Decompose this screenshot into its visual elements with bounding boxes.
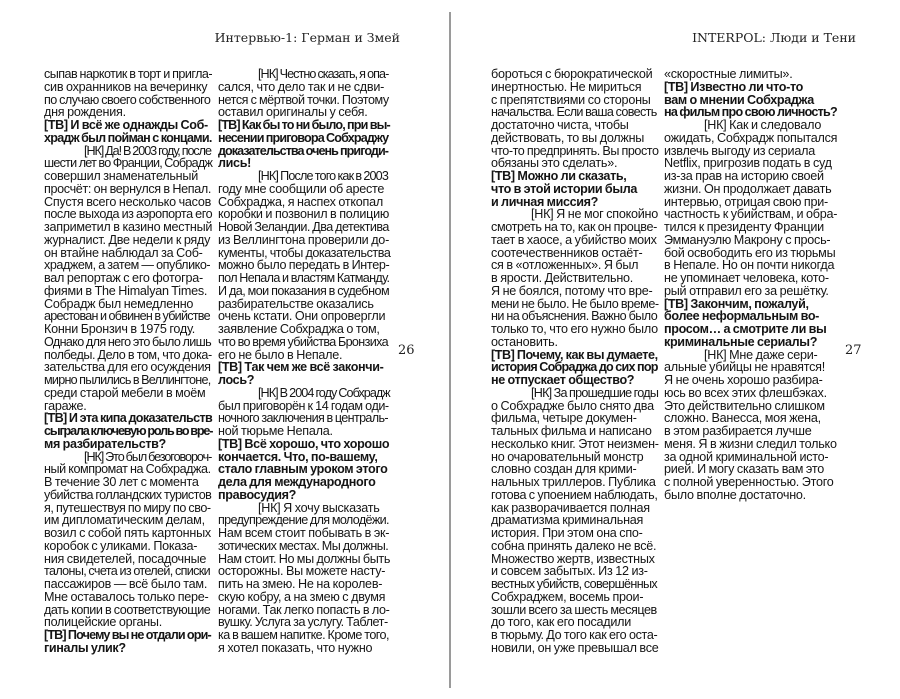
text-line: ногами. Так легко попасть в ло-: [218, 602, 390, 617]
interviewer-question-line: кончается. Что, по-вашему,: [218, 449, 378, 464]
interviewer-question-line: история Собраджа до сих пор: [491, 360, 658, 375]
text-line: действовать, то вы должны: [491, 130, 645, 145]
text-line: храджем, а затем — опублико-: [44, 258, 211, 273]
text-line: [НК] Я не мог спокойно: [531, 207, 659, 222]
interviewer-question-line: мя разбирательств?: [44, 436, 166, 451]
page-number: 27: [845, 343, 862, 358]
text-line: был приговорён к 14 годам оди-: [218, 398, 389, 413]
text-line: сив охранников на вечеринку: [44, 79, 208, 94]
interviewer-question-line: более неформальным во-: [664, 309, 820, 324]
text-line: по случаю своего собственного: [44, 92, 211, 107]
left-page: [0, 0, 449, 699]
text-line: ной тюрьме Непала.: [218, 424, 333, 438]
text-line: Конни Бронзич в 1975 году.: [44, 322, 196, 336]
text-line: что во время убийства Бронзиха: [218, 334, 388, 349]
text-line: рией. И могу сказать вам это: [664, 462, 824, 477]
text-line: драматизма криминальная: [491, 513, 644, 528]
text-line: талоны, счета из отелей, списки: [44, 564, 211, 579]
text-line: дня рождения.: [44, 105, 126, 120]
text-line: мени не было. Не было време-: [491, 296, 659, 311]
interviewer-question-line: не отпускает общество?: [491, 373, 635, 387]
text-line: с препятствиями со стороны: [491, 92, 651, 107]
text-line: зательства для его осуждения: [44, 360, 211, 375]
text-line: разбирательстве оказались: [218, 296, 374, 311]
interviewer-question-line: криминальные сериалы?: [664, 334, 818, 349]
text-line: что-то предпринять. Вы просто: [491, 143, 659, 158]
text-line: и совсем забытых. Из 12 из-: [491, 564, 648, 579]
text-line: И да, мои показания в судебном: [218, 283, 390, 298]
interviewer-question-line: [ТВ] Как бы то ни было, при вы-: [218, 118, 390, 132]
text-line: он втайне наблюдал за Соб-: [44, 245, 203, 260]
text-line: ся в «отложенных». Я был: [491, 258, 639, 273]
text-line: жизни. Он продолжает давать: [664, 181, 832, 196]
text-line: среди старой мебели в моём: [44, 385, 206, 400]
text-line: дать копии в соответствующие: [44, 602, 211, 617]
text-line: ка в вашем напитке. Кроме того,: [218, 628, 389, 642]
text-line: нется с мёртвой точки. Поэтому: [218, 92, 389, 107]
text-line: шести лет во Франции, Собрадж: [44, 156, 213, 171]
text-line: [НК] Как и следовало: [704, 118, 822, 132]
text-line: году мне сообщили об аресте: [218, 181, 385, 196]
text-line: инертностью. Не мириться: [491, 79, 642, 94]
text-line: Нам всем стоит побывать в эк-: [218, 526, 390, 540]
text-line: вал репортаж с его фотогра-: [44, 271, 203, 285]
text-line: [НК] Это был безоговороч-: [84, 449, 212, 464]
text-line: полицейские органы.: [44, 615, 162, 630]
text-line: меня. Я в жизни следил только: [664, 436, 837, 451]
text-column-2: [218, 68, 390, 655]
text-line: не упоминает человека, кото-: [664, 271, 829, 285]
text-line: Новой Зеландии. Два детектива: [218, 220, 389, 234]
text-line: ночного заключения в централь-: [218, 411, 388, 426]
text-line: как разворачивается полная: [491, 500, 650, 515]
text-line: интервью, отрицая свою при-: [664, 194, 828, 209]
text-line: коробок с уликами. Показа-: [44, 538, 198, 553]
text-line: новили, он уже превышал все: [491, 640, 659, 655]
text-line: частность к убийствам, и обра-: [664, 207, 838, 222]
text-line: после выхода из аэропорта его: [44, 207, 213, 222]
text-line: предупреждение для молодёжи.: [218, 513, 389, 528]
text-line: вестных убийств, совершённых: [491, 577, 658, 591]
text-line: кументы, чтобы доказательства: [218, 245, 391, 260]
text-line: Собхраджа, я наспех откопал: [218, 194, 383, 209]
text-line: Нам стоит. Но мы должны быть: [218, 551, 391, 566]
interviewer-question-line: просом… а смотрите ли вы: [664, 322, 827, 336]
text-line: пить на змею. Не на королев-: [218, 577, 383, 591]
interviewer-question-line: гиналы улик?: [44, 640, 126, 655]
text-line: сыпав наркотик в торт и пригла-: [44, 67, 213, 81]
text-line: очень кстати. Они опровергли: [218, 309, 386, 324]
text-line: Собхраджем, восемь прои-: [491, 589, 644, 604]
text-line: Это действительно слишком: [664, 398, 825, 413]
interviewer-question-line: [ТВ] Так чем же всё закончи-: [218, 360, 384, 375]
text-line: я хотел показать, что нужно: [218, 640, 373, 655]
text-line: готова с упоением наблюдать,: [491, 487, 658, 502]
interviewer-question-line: [ТВ] Всё хорошо, что хорошо: [218, 436, 390, 451]
text-line: обязаны это сделать».: [491, 156, 618, 171]
text-line: журналист. Две недели к ряду: [44, 232, 211, 247]
text-line: в этом разбирается лучше: [664, 424, 812, 438]
interviewer-question-line: вам о мнении Собхраджа: [664, 92, 814, 107]
text-line: Спустя всего несколько часов: [44, 194, 212, 209]
text-line: с полной уверенностью. Этого: [664, 475, 834, 489]
text-line: гараже.: [44, 398, 87, 413]
running-head: INTERPOL: Люди и Тени: [692, 30, 856, 45]
text-line: [НК] Я хочу высказать: [258, 500, 380, 515]
interviewer-question-line: [ТВ] И всё же однажды Соб-: [44, 118, 208, 132]
text-line: Эммануэлю Макрону с прось-: [664, 232, 831, 247]
text-line: можно было передать в Интер-: [218, 258, 390, 273]
text-line: сложно. Ванесса, моя жена,: [664, 411, 821, 426]
interviewer-question-line: [ТВ] Можно ли сказать,: [491, 169, 627, 183]
text-line: полбеды. Дело в том, что дока-: [44, 347, 212, 362]
text-line: Собрадж был немедленно: [44, 296, 194, 311]
text-column-2: [664, 68, 838, 502]
text-line: коробки и позвонил в полицию: [218, 207, 390, 222]
text-line: юсь во всех этих флешбэках.: [664, 385, 827, 400]
text-line: Я не очень хорошо разбира-: [664, 373, 823, 387]
text-line: Множество жертв, известных: [491, 551, 655, 566]
text-line: мирно пылились в Веллингтоне,: [44, 373, 211, 387]
page-number: 26: [398, 343, 415, 358]
text-line: нальных триллеров. Публика: [491, 475, 656, 489]
text-line: бой освободить его из тюрьмы: [664, 245, 836, 260]
text-line: соотечественников остаёт-: [491, 245, 643, 260]
text-line: сался, что дело так и не сдви-: [218, 79, 385, 94]
text-line: пассажиров — всё было там.: [44, 577, 208, 591]
interviewer-question-line: что в этой истории была: [491, 181, 638, 196]
text-line: фильма, четыре докумен-: [491, 411, 637, 426]
text-line: история. При этом она спо-: [491, 526, 643, 540]
text-line: собна принять далеко не всё.: [491, 538, 657, 553]
text-line: убийства голландских туристов: [44, 487, 212, 502]
text-line: было вполне достаточно.: [664, 487, 806, 502]
interviewer-question-line: [ТВ] Почему вы не отдали ори-: [44, 628, 211, 642]
interviewer-question-line: несении приговора Собхраджу: [218, 130, 389, 145]
text-line: [НК] После того как в 2003: [258, 169, 388, 183]
text-line: начальства. Если ваша совесть: [491, 105, 657, 120]
text-line: возил с собой пять картонных: [44, 526, 211, 540]
text-line: фиями в The Himalyan Times.: [44, 283, 208, 298]
text-line: [НК] Мне даже сери-: [704, 347, 818, 362]
text-line: [НК] Да! В 2003 году, после: [84, 143, 211, 158]
text-line: рый отправил его за решётку.: [664, 283, 829, 298]
text-line: ожидать, Собхрадж попытался: [664, 130, 838, 145]
text-line: ния свидетелей, посадочные: [44, 551, 207, 566]
interviewer-question-line: правосудия?: [218, 487, 297, 502]
text-line: я, путешествуя по миру по сво-: [44, 500, 211, 515]
text-line: Однако для него это было лишь: [44, 334, 212, 349]
text-line: в тюрьму. До того как его оста-: [491, 628, 658, 642]
text-line: [НК] За прошедшие годы: [531, 385, 659, 400]
text-line: арестован и обвинен в убийстве: [44, 309, 210, 324]
text-line: из-за прав на историю своей: [664, 169, 824, 183]
text-column-1: [44, 68, 212, 655]
text-line: из Веллингтона проверили до-: [218, 232, 390, 247]
text-line: заявление Собхраджа о том,: [218, 322, 380, 336]
interviewer-question-line: [ТВ] И эта кипа доказательств: [44, 411, 213, 426]
text-line: им дипломатическим делам,: [44, 513, 205, 528]
interviewer-question-line: храдж был пойман с концами.: [44, 130, 212, 145]
text-line: зотических местах. Мы должны.: [218, 538, 389, 553]
text-line: вушку. Услуга за услугу. Таблет-: [218, 615, 388, 630]
text-line: о Собхрадже было снято два: [491, 398, 654, 413]
interviewer-question-line: стало главным уроком этого: [218, 462, 388, 477]
text-line: достаточно чиста, чтобы: [491, 118, 629, 132]
text-line: Netflix, пригрозив подать в суд: [664, 156, 832, 171]
text-line: смотреть на то, как он процве-: [491, 220, 657, 234]
text-line: зошли всего за шесть месяцев: [491, 602, 657, 617]
text-line: заприметил в казино местный: [44, 220, 213, 234]
text-line: в Непале. Но он почти никогда: [664, 258, 835, 273]
text-line: тальных фильма и написано: [491, 424, 652, 438]
text-line: словно создан для крими-: [491, 462, 637, 477]
text-line: «скоростные лимиты».: [664, 67, 793, 81]
text-line: ни на объяснения. Важно было: [491, 309, 658, 324]
interviewer-question-line: доказательства очень пригоди-: [218, 143, 388, 158]
text-line: просчёт: он вернулся в Непал.: [44, 181, 212, 196]
interviewer-question-line: дела для международного: [218, 475, 376, 489]
text-line: альные убийцы не нравятся!: [664, 360, 825, 375]
text-line: тился к президенту Франции: [664, 220, 824, 234]
text-line: [НК] Честно сказать, я опа-: [258, 67, 389, 81]
text-line: скую кобру, а на змею с двумя: [218, 589, 386, 604]
right-page: [451, 0, 900, 699]
text-line: в ярости. Действительно.: [491, 271, 634, 285]
interviewer-question-line: лось?: [218, 373, 255, 387]
text-line: тает в хаосе, а убийство моих: [491, 232, 657, 247]
running-head: Интервью-1: Герман и Змей: [214, 30, 400, 45]
text-line: ный компромат на Собхраджа.: [44, 462, 211, 477]
text-line: [НК] В 2004 году Собхрадж: [258, 385, 390, 400]
interviewer-question-line: [ТВ] Известно ли что-то: [664, 79, 803, 94]
text-line: В течение 30 лет с момента: [44, 475, 199, 489]
text-line: бороться с бюрократической: [491, 67, 653, 81]
text-line: за одной криминальной исто-: [664, 449, 829, 464]
text-line: извлечь выгоду из сериала: [664, 143, 815, 158]
interviewer-question-line: лись!: [218, 156, 251, 171]
interviewer-question-line: [ТВ] Закончим, пожалуй,: [664, 296, 809, 311]
text-line: оставил оригиналы у себя.: [218, 105, 368, 120]
text-line: но очаровательный монстр: [491, 449, 644, 464]
text-line: Я не боялся, потому что вре-: [491, 283, 653, 298]
interviewer-question-line: сыграла ключевую роль во вре-: [44, 424, 213, 438]
text-line: остановить.: [491, 334, 558, 349]
text-line: совершил знаменательный: [44, 169, 198, 183]
text-line: Мне оставалось только пере-: [44, 589, 209, 604]
text-line: только то, что его нужно было: [491, 322, 658, 336]
text-line: осторожны. Вы можете насту-: [218, 564, 386, 579]
text-line: его не было в Непале.: [218, 347, 343, 362]
text-line: до того, как его посадили: [491, 615, 632, 630]
interviewer-question-line: на фильм про свою личность?: [664, 105, 837, 120]
interviewer-question-line: и личная миссия?: [491, 194, 599, 209]
text-column-1: [491, 68, 659, 655]
text-line: пол Непала и властям Катманду.: [218, 271, 390, 285]
text-line: несколько книг. Этот неизмен-: [491, 436, 659, 451]
interviewer-question-line: [ТВ] Почему, как вы думаете,: [491, 347, 658, 362]
